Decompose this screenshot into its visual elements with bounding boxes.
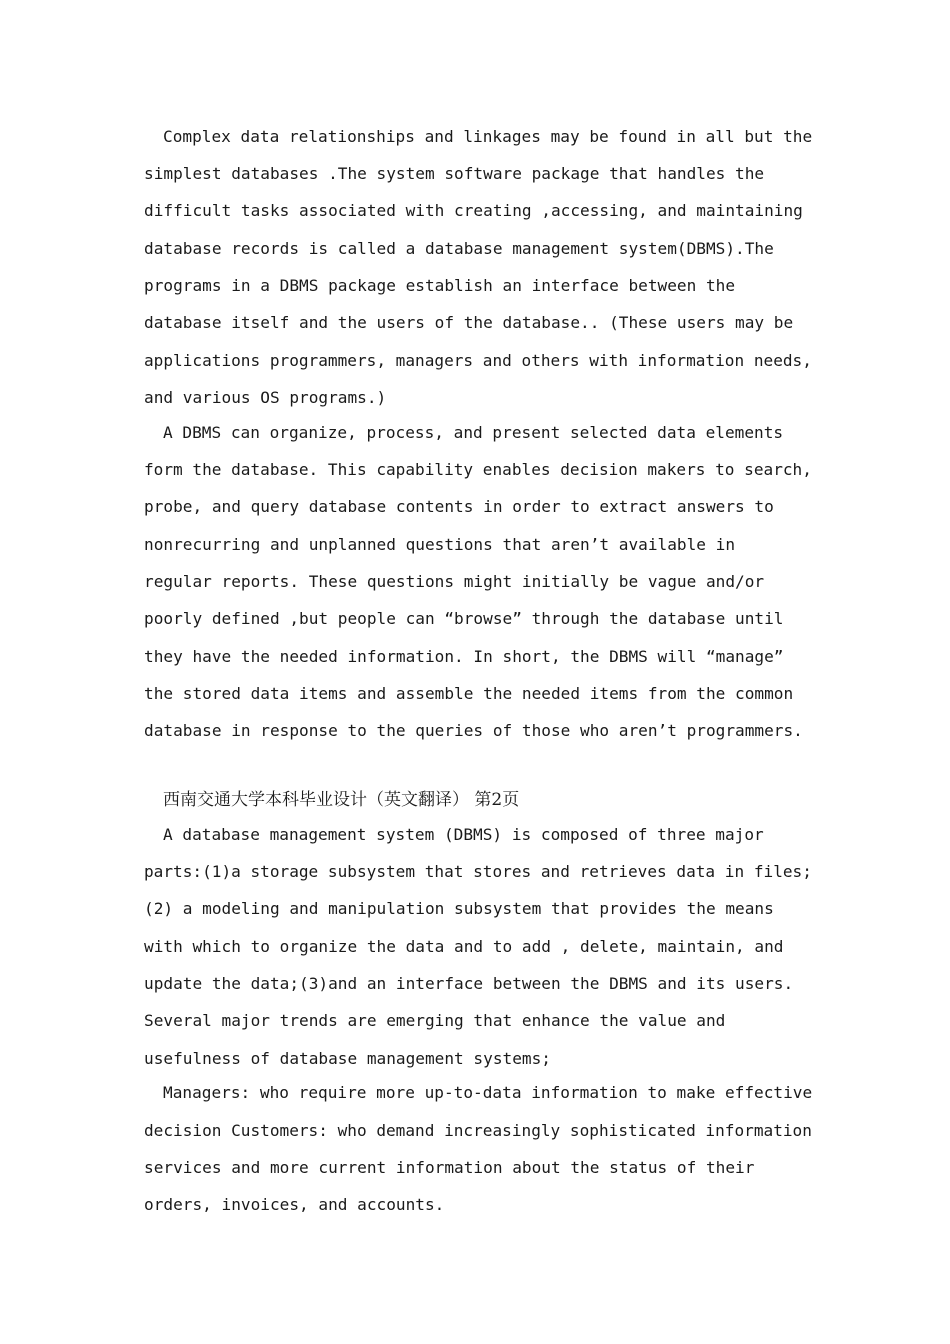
text-line: nonrecurring and unplanned questions that aren’t available in	[144, 535, 736, 554]
text-line: (2) a modeling and manipulation subsystem that provides the means	[144, 899, 774, 918]
text-line: programs in a DBMS package establish an interface between the	[144, 276, 736, 295]
text-line: with which to organize the data and to add , delete, maintain, and	[144, 937, 784, 956]
text-line: regular reports. These questions might initially be vague and/or	[144, 572, 765, 591]
text-line: usefulness of database management systems;	[144, 1049, 551, 1068]
text-line: database in response to the queries of those who aren’t programmers.	[144, 721, 803, 740]
text-line: probe, and query database contents in order to extract answers to	[144, 497, 774, 516]
text-line: and various OS programs.)	[144, 388, 387, 407]
text-line: decision Customers: who demand increasingly sophisticated information	[144, 1121, 812, 1140]
text-line: database itself and the users of the database.. (These users may be	[144, 313, 794, 332]
text-line: database records is called a database management system(DBMS).The	[144, 239, 774, 258]
text-line: update the data;(3)and an interface between the DBMS and its users.	[144, 974, 794, 993]
text-line: applications programmers, managers and others with information needs,	[144, 351, 812, 370]
text-line: parts:(1)a storage subsystem that stores and retrieves data in files;	[144, 862, 812, 881]
text-line: the stored data items and assemble the needed items from the common	[144, 684, 794, 703]
text-line: Several major trends are emerging that enhance the value and	[144, 1011, 726, 1030]
text-line: they have the needed information. In short, the DBMS will “manage”	[144, 647, 784, 666]
text-line: form the database. This capability enables decision makers to search,	[144, 460, 812, 479]
text-line: orders, invoices, and accounts.	[144, 1195, 445, 1214]
text-line: simplest databases .The system software package that handles the	[144, 164, 765, 183]
text-line: Managers: who require more up-to-data information to make effective	[163, 1083, 813, 1102]
page-header: 西南交通大学本科毕业设计（英文翻译） 第2页	[163, 790, 520, 810]
text-line: services and more current information about the status of their	[144, 1158, 755, 1177]
text-line: difficult tasks associated with creating ,accessing, and maintaining	[144, 201, 803, 220]
text-line: Complex data relationships and linkages may be found in all but the	[163, 127, 813, 146]
text-line: A DBMS can organize, process, and present selected data elements	[163, 423, 784, 442]
text-line: A database management system (DBMS) is composed of three major	[163, 825, 764, 844]
text-line: poorly defined ,but people can “browse” through the database until	[144, 609, 784, 628]
